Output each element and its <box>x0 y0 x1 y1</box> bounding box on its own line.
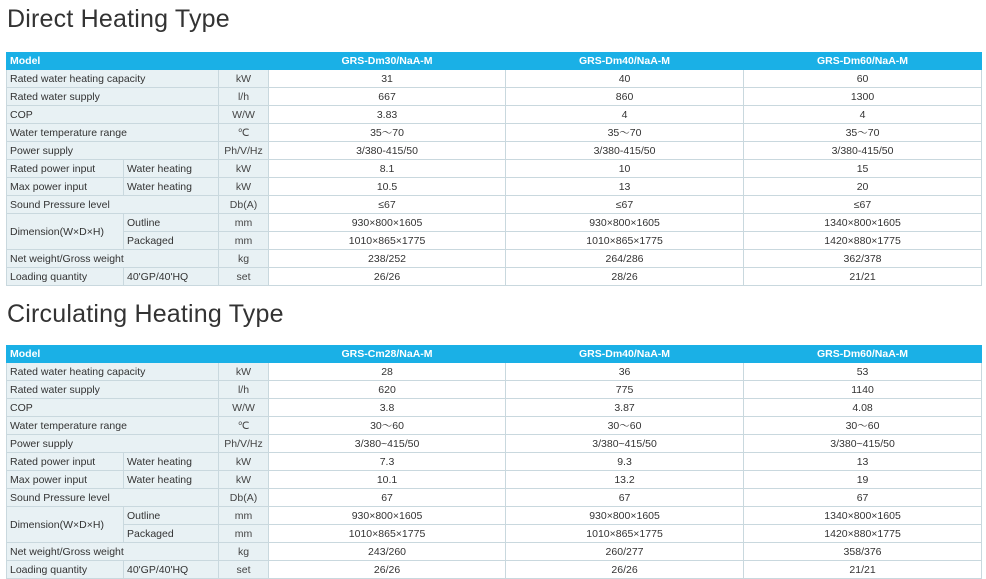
cell-value: 28/26 <box>506 268 744 286</box>
row-sublabel: Outline <box>124 214 219 232</box>
cell-value: ≤67 <box>506 196 744 214</box>
table-row <box>7 489 982 507</box>
cell-value: 1010×865×1775 <box>269 232 506 250</box>
table-row <box>7 435 982 453</box>
table-row <box>7 453 982 471</box>
row-label: Net weight/Gross weight <box>7 250 219 268</box>
cell-value: 1420×880×1775 <box>744 525 982 543</box>
cell-value: 13 <box>744 453 982 471</box>
row-unit: W/W <box>219 106 269 124</box>
table-header-row <box>7 346 982 363</box>
table-row <box>7 268 982 286</box>
model-header: Model <box>7 53 269 70</box>
cell-value: 3.83 <box>269 106 506 124</box>
cell-value: 13.2 <box>506 471 744 489</box>
row-unit: Ph/V/Hz <box>219 142 269 160</box>
row-label: COP <box>7 399 219 417</box>
row-unit: Db(A) <box>219 489 269 507</box>
row-label: Power supply <box>7 142 219 160</box>
cell-value: 1340×800×1605 <box>744 214 982 232</box>
table-row <box>7 88 982 106</box>
cell-value: 1010×865×1775 <box>506 525 744 543</box>
table-row <box>7 178 982 196</box>
row-sublabel: Water heating <box>124 453 219 471</box>
row-label: Rated water supply <box>7 381 219 399</box>
row-label: Max power input <box>7 178 124 196</box>
model-name: GRS-Dm40/NaA-M <box>506 346 744 363</box>
model-header: Model <box>7 346 269 363</box>
cell-value: 26/26 <box>269 268 506 286</box>
table-row <box>7 561 982 579</box>
cell-value: 358/376 <box>744 543 982 561</box>
cell-value: 10 <box>506 160 744 178</box>
cell-value: 8.1 <box>269 160 506 178</box>
table-row <box>7 471 982 489</box>
cell-value: 1300 <box>744 88 982 106</box>
table-row <box>7 124 982 142</box>
row-label: Sound Pressure level <box>7 196 219 214</box>
cell-value: 930×800×1605 <box>269 214 506 232</box>
row-label: Loading quantity <box>7 268 124 286</box>
cell-value: 238/252 <box>269 250 506 268</box>
cell-value: 1340×800×1605 <box>744 507 982 525</box>
row-sublabel: Outline <box>124 507 219 525</box>
row-unit: set <box>219 268 269 286</box>
cell-value: 3.87 <box>506 399 744 417</box>
row-unit: l/h <box>219 381 269 399</box>
table-header-row <box>7 53 982 70</box>
row-unit: mm <box>219 525 269 543</box>
row-label: Rated water heating capacity <box>7 70 219 88</box>
table-row <box>7 381 982 399</box>
cell-value: 860 <box>506 88 744 106</box>
cell-value: 264/286 <box>506 250 744 268</box>
table-row <box>7 525 982 543</box>
row-sublabel: Packaged <box>124 232 219 250</box>
cell-value: 35～70 <box>269 124 506 142</box>
model-name: GRS-Dm60/NaA-M <box>744 53 982 70</box>
cell-value: 9.3 <box>506 453 744 471</box>
row-unit: kg <box>219 543 269 561</box>
row-unit: ℃ <box>219 417 269 435</box>
row-unit: Db(A) <box>219 196 269 214</box>
cell-value: 67 <box>506 489 744 507</box>
cell-value: 60 <box>744 70 982 88</box>
row-unit: mm <box>219 507 269 525</box>
table-row <box>7 160 982 178</box>
row-unit: kW <box>219 471 269 489</box>
row-sublabel: Water heating <box>124 178 219 196</box>
table-row <box>7 250 982 268</box>
cell-value: 10.1 <box>269 471 506 489</box>
cell-value: 10.5 <box>269 178 506 196</box>
cell-value: 35～70 <box>506 124 744 142</box>
cell-value: 620 <box>269 381 506 399</box>
row-unit: kW <box>219 70 269 88</box>
cell-value: 19 <box>744 471 982 489</box>
model-name: GRS-Dm60/NaA-M <box>744 346 982 363</box>
cell-value: 20 <box>744 178 982 196</box>
cell-value: 28 <box>269 363 506 381</box>
table-row <box>7 70 982 88</box>
cell-value: ≤67 <box>744 196 982 214</box>
spec-table-direct <box>6 52 982 286</box>
cell-value: 4 <box>744 106 982 124</box>
table-row <box>7 363 982 381</box>
table-row <box>7 507 982 525</box>
cell-value: 3/380~415/50 <box>269 435 506 453</box>
row-label: Water temperature range <box>7 124 219 142</box>
row-sublabel: 40'GP/40'HQ <box>124 268 219 286</box>
cell-value: 243/260 <box>269 543 506 561</box>
row-sublabel: Water heating <box>124 160 219 178</box>
cell-value: 775 <box>506 381 744 399</box>
row-label: Loading quantity <box>7 561 124 579</box>
cell-value: 30～60 <box>506 417 744 435</box>
row-label: Dimension(W×D×H) <box>7 214 124 250</box>
cell-value: 3/380-415/50 <box>744 142 982 160</box>
row-unit: Ph/V/Hz <box>219 435 269 453</box>
row-unit: kW <box>219 178 269 196</box>
model-name: GRS-Dm40/NaA-M <box>506 53 744 70</box>
cell-value: 4.08 <box>744 399 982 417</box>
table-row <box>7 142 982 160</box>
row-label: Net weight/Gross weight <box>7 543 219 561</box>
cell-value: 21/21 <box>744 561 982 579</box>
row-unit: mm <box>219 232 269 250</box>
cell-value: 3/380~415/50 <box>744 435 982 453</box>
row-label: Power supply <box>7 435 219 453</box>
row-label: Rated water heating capacity <box>7 363 219 381</box>
table-row <box>7 232 982 250</box>
cell-value: 15 <box>744 160 982 178</box>
row-unit: W/W <box>219 399 269 417</box>
row-unit: kW <box>219 453 269 471</box>
cell-value: 1420×880×1775 <box>744 232 982 250</box>
cell-value: 35～70 <box>744 124 982 142</box>
cell-value: 930×800×1605 <box>506 214 744 232</box>
cell-value: 930×800×1605 <box>506 507 744 525</box>
cell-value: 26/26 <box>506 561 744 579</box>
cell-value: 40 <box>506 70 744 88</box>
cell-value: 30～60 <box>744 417 982 435</box>
row-unit: kg <box>219 250 269 268</box>
table-row <box>7 399 982 417</box>
row-unit: mm <box>219 214 269 232</box>
section-title-circulating: Circulating Heating Type <box>7 300 284 328</box>
row-label: Rated power input <box>7 453 124 471</box>
cell-value: 4 <box>506 106 744 124</box>
table-row <box>7 417 982 435</box>
cell-value: 3/380~415/50 <box>506 435 744 453</box>
cell-value: 67 <box>269 489 506 507</box>
row-sublabel: 40'GP/40'HQ <box>124 561 219 579</box>
cell-value: 67 <box>744 489 982 507</box>
row-label: COP <box>7 106 219 124</box>
table-row <box>7 543 982 561</box>
row-sublabel: Packaged <box>124 525 219 543</box>
row-label: Rated water supply <box>7 88 219 106</box>
cell-value: 21/21 <box>744 268 982 286</box>
row-label: Sound Pressure level <box>7 489 219 507</box>
cell-value: 260/277 <box>506 543 744 561</box>
cell-value: 362/378 <box>744 250 982 268</box>
cell-value: 53 <box>744 363 982 381</box>
section-title-direct: Direct Heating Type <box>7 5 230 33</box>
table-row <box>7 214 982 232</box>
table-row <box>7 196 982 214</box>
cell-value: 31 <box>269 70 506 88</box>
cell-value: 3/380-415/50 <box>506 142 744 160</box>
row-sublabel: Water heating <box>124 471 219 489</box>
cell-value: 667 <box>269 88 506 106</box>
cell-value: 13 <box>506 178 744 196</box>
cell-value: 36 <box>506 363 744 381</box>
cell-value: ≤67 <box>269 196 506 214</box>
model-name: GRS-Cm28/NaA-M <box>269 346 506 363</box>
model-name: GRS-Dm30/NaA-M <box>269 53 506 70</box>
row-label: Max power input <box>7 471 124 489</box>
table-row <box>7 106 982 124</box>
cell-value: 3/380-415/50 <box>269 142 506 160</box>
cell-value: 1010×865×1775 <box>269 525 506 543</box>
row-unit: l/h <box>219 88 269 106</box>
row-unit: ℃ <box>219 124 269 142</box>
row-label: Dimension(W×D×H) <box>7 507 124 543</box>
row-label: Water temperature range <box>7 417 219 435</box>
row-unit: kW <box>219 160 269 178</box>
cell-value: 3.8 <box>269 399 506 417</box>
cell-value: 930×800×1605 <box>269 507 506 525</box>
cell-value: 7.3 <box>269 453 506 471</box>
cell-value: 26/26 <box>269 561 506 579</box>
cell-value: 1140 <box>744 381 982 399</box>
row-label: Rated power input <box>7 160 124 178</box>
cell-value: 30～60 <box>269 417 506 435</box>
row-unit: set <box>219 561 269 579</box>
cell-value: 1010×865×1775 <box>506 232 744 250</box>
row-unit: kW <box>219 363 269 381</box>
spec-table-circulating <box>6 345 982 579</box>
